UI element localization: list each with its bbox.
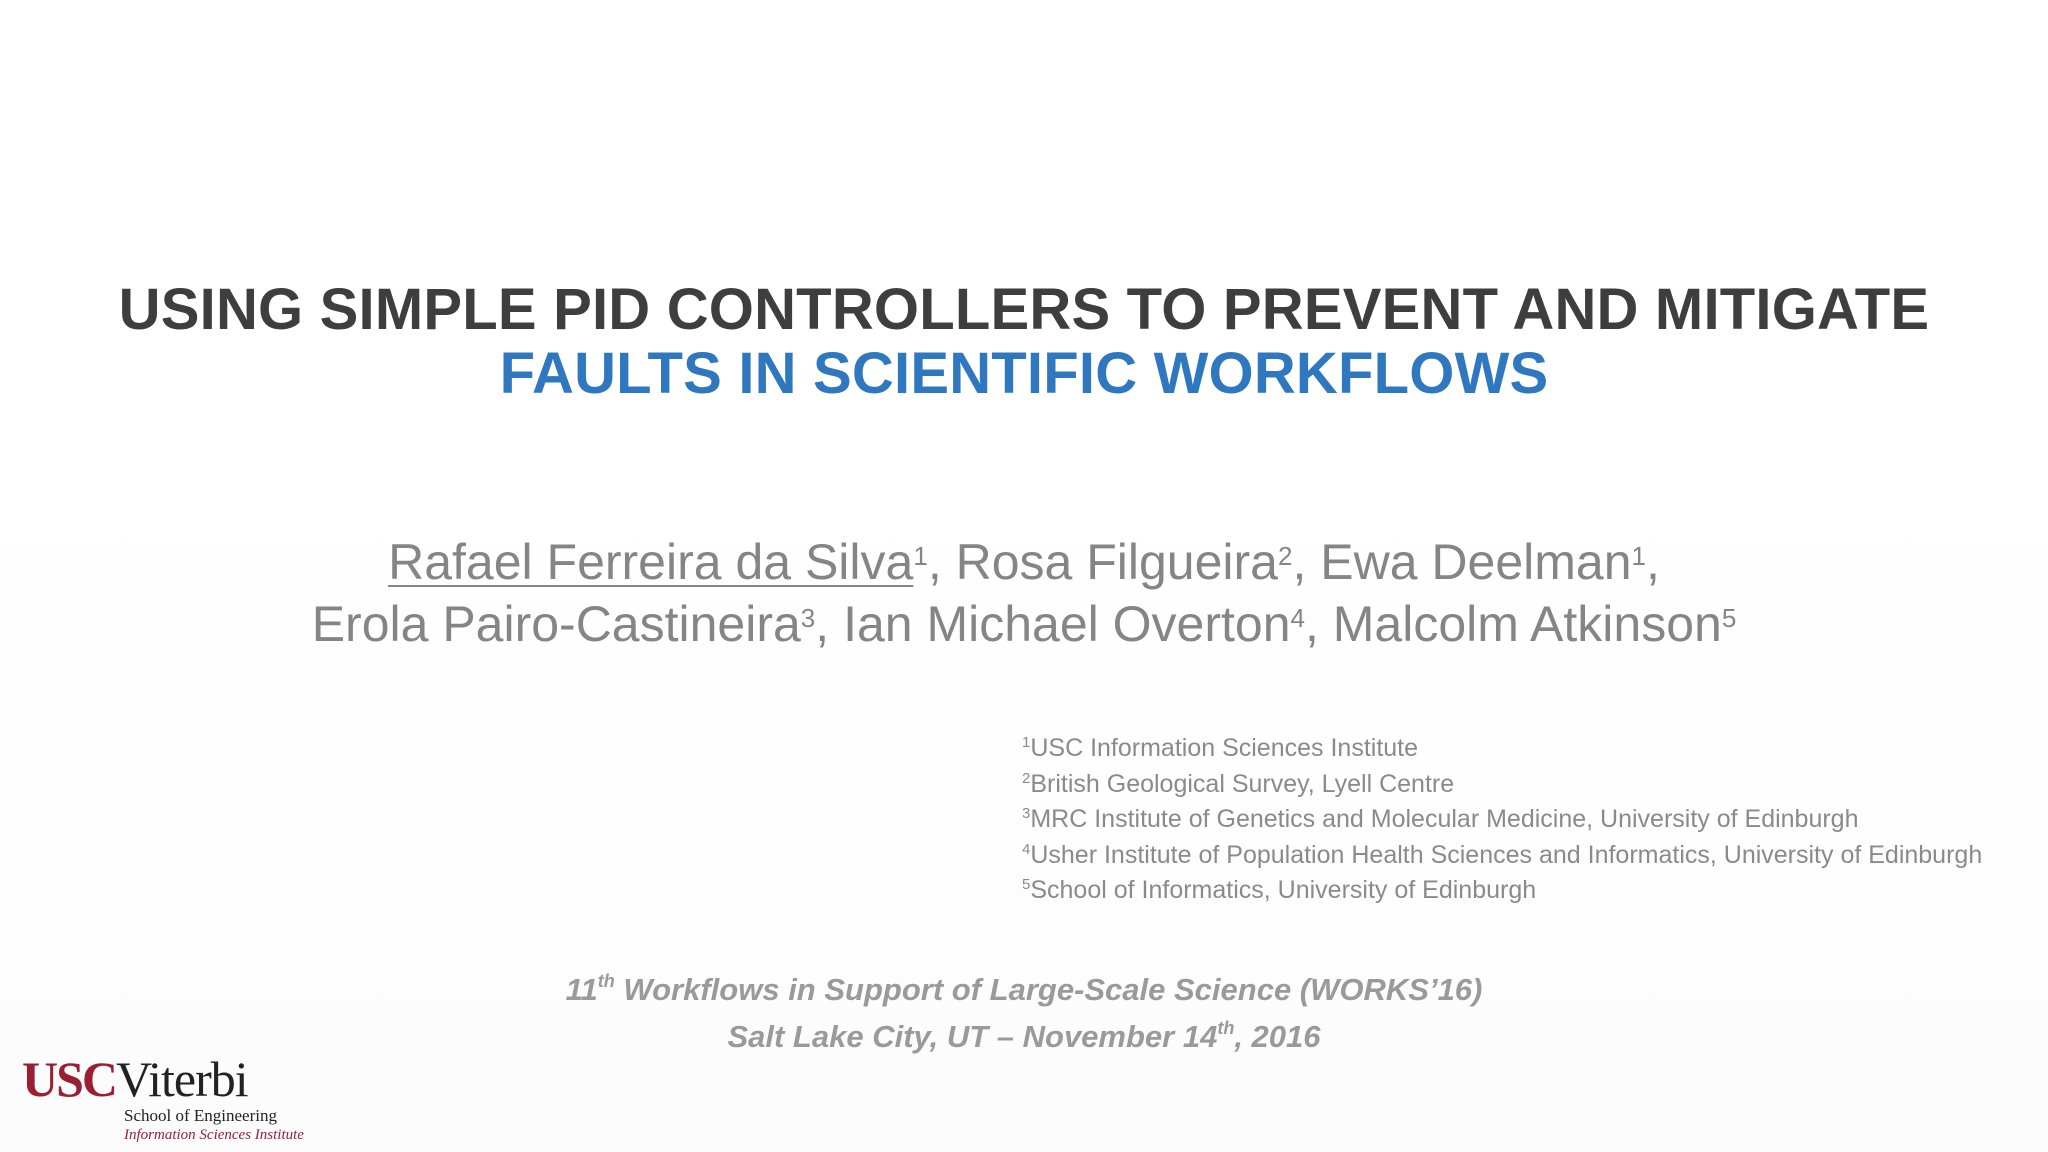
title-line-2: FAULTS IN SCIENTIFIC WORKFLOWS [499, 341, 1549, 406]
author-separator: , [1645, 534, 1660, 590]
logo-usc: USC [22, 1051, 117, 1107]
venue-location-date [0, 1009, 2048, 1056]
affiliation-item [1022, 870, 1982, 906]
logo-wordmark [22, 1052, 248, 1106]
venue-info [0, 962, 2048, 1056]
venue-conference [0, 962, 2048, 1009]
affiliation-marker: 1 [1022, 734, 1031, 751]
author-row-2 [0, 590, 2048, 652]
venue-date-suffix: th [1217, 1018, 1235, 1038]
author-name: Ewa Deelman [1320, 534, 1632, 590]
logo-institute: Information Sciences Institute [124, 1127, 304, 1143]
author-name-presenter: Rafael Ferreira da Silva [388, 534, 914, 590]
venue-edition-number: 11 [565, 972, 598, 1007]
affiliation-marker: 3 [1022, 805, 1031, 822]
author-list [0, 528, 2048, 652]
author-separator: , [927, 534, 956, 590]
affiliation-item [1022, 799, 1982, 835]
author-separator: , [1304, 596, 1333, 652]
author-name: Erola Pairo-Castineira [311, 596, 801, 652]
title-line-1: USING SIMPLE PID CONTROLLERS TO PREVENT AND MITIGATE [118, 277, 1930, 342]
author-row-1 [0, 528, 2048, 590]
venue-edition-suffix: th [597, 971, 615, 991]
affiliation-item [1022, 728, 1982, 764]
venue-location: Salt Lake City, UT – November 14 [727, 1019, 1218, 1054]
author-separator: , [1292, 534, 1321, 590]
author-name: Malcolm Atkinson [1332, 596, 1722, 652]
affiliation-marker: 2 [1022, 769, 1031, 787]
author-affiliation-marker: 5 [1721, 603, 1737, 633]
author-affiliation-marker: 1 [1631, 541, 1646, 571]
affiliation-item [1022, 764, 1982, 800]
affiliation-item [1022, 835, 1982, 871]
author-name: Ian Michael Overton [843, 596, 1291, 652]
affiliation-text: USC Information Sciences Institute [1030, 734, 1419, 762]
affiliation-text: MRC Institute of Genetics and Molecular Medicine, University of Edinburgh [1030, 805, 1859, 833]
slide-title [0, 278, 2048, 406]
affiliation-list [1022, 728, 1982, 906]
affiliation-text: School of Informatics, University of Edinburgh [1030, 876, 1537, 904]
venue-conference-name: Workflows in Support of Large-Scale Science (WORKS’16) [614, 972, 1483, 1007]
author-affiliation-marker: 4 [1290, 603, 1305, 633]
affiliation-marker: 4 [1022, 840, 1031, 858]
logo-viterbi: Viterbi [116, 1051, 248, 1107]
affiliation-text: Usher Institute of Population Health Sciences and Informatics, University of Edinburgh [1030, 840, 1983, 869]
logo-school: School of Engineering [124, 1106, 277, 1125]
author-affiliation-marker: 3 [800, 603, 816, 633]
usc-viterbi-logo [22, 1052, 322, 1147]
author-affiliation-marker: 2 [1277, 541, 1293, 571]
author-name: Rosa Filgueira [955, 534, 1278, 590]
author-separator: , [815, 596, 844, 652]
affiliation-text: British Geological Survey, Lyell Centre [1030, 769, 1455, 798]
affiliation-marker: 5 [1022, 876, 1031, 893]
venue-year: , 2016 [1234, 1019, 1321, 1054]
author-affiliation-marker: 1 [913, 541, 928, 571]
